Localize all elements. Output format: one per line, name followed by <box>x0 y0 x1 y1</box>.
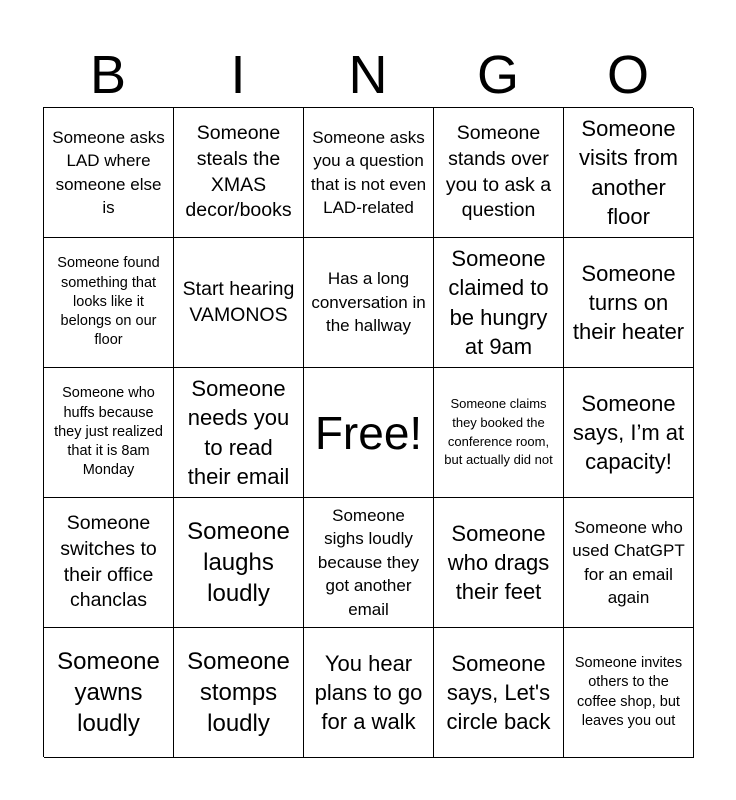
cell-text: Someone found something that looks like it belongs on our floor <box>57 255 160 349</box>
cell-text: Someone says, I’m at capacity! <box>572 390 685 475</box>
header-letter-b: B <box>89 45 127 105</box>
bingo-cell[interactable] <box>44 108 174 238</box>
bingo-cell[interactable] <box>304 498 434 628</box>
bingo-cell[interactable] <box>174 628 304 758</box>
bingo-cell[interactable] <box>44 628 174 758</box>
bingo-cell[interactable] <box>304 108 434 238</box>
cell-text: Someone who drags their feet <box>447 520 550 605</box>
header-letter-n: N <box>348 45 388 105</box>
cell-text: You hear plans to go for a walk <box>314 650 423 735</box>
cell-text: Someone visits from another floor <box>579 116 678 229</box>
cell-text: Someone asks you a question that is not even LAD-related <box>310 127 427 217</box>
cell-text: Someone sighs loudly because they got another email <box>317 505 420 619</box>
bingo-cell[interactable] <box>564 368 694 498</box>
bingo-cell[interactable] <box>434 628 564 758</box>
cell-text: Someone switches to their office chanclas <box>60 511 157 612</box>
bingo-cell[interactable] <box>44 238 174 368</box>
bingo-cell[interactable] <box>564 238 694 368</box>
header-letter-g: G <box>476 45 519 105</box>
bingo-cell[interactable] <box>564 628 694 758</box>
cell-text: Someone laughs loudly <box>187 517 290 608</box>
bingo-cell[interactable] <box>174 368 304 498</box>
free-text: Free! <box>314 406 423 459</box>
cell-text: Someone asks LAD where someone else is <box>52 127 165 217</box>
cell-text: Someone claimed to be hungry at 9am <box>448 246 549 359</box>
bingo-cell[interactable] <box>174 498 304 628</box>
cell-text: Someone turns on their heater <box>572 260 685 345</box>
cell-text: Someone stomps loudly <box>187 647 290 738</box>
bingo-cell[interactable] <box>434 108 564 238</box>
free-cell[interactable] <box>304 368 434 498</box>
bingo-header <box>43 44 693 106</box>
cell-text: Someone claims they booked the conference room, but actually did not <box>444 395 553 468</box>
bingo-cell[interactable] <box>304 628 434 758</box>
bingo-cell[interactable] <box>564 498 694 628</box>
header-letter-i: I <box>230 45 246 105</box>
cell-text: Someone stands over you to ask a question <box>445 121 552 222</box>
cell-text: Has a long conversation in the hallway <box>311 269 426 336</box>
bingo-cell[interactable] <box>564 108 694 238</box>
cell-text: Someone steals the XMAS decor/books <box>185 121 292 222</box>
cell-text: Someone who used ChatGPT for an email again <box>572 517 685 607</box>
cell-text: Start hearing VAMONOS <box>182 277 295 326</box>
bingo-cell[interactable] <box>174 238 304 368</box>
bingo-grid <box>43 107 693 757</box>
cell-text: Someone invites others to the coffee shop, but leaves you out <box>574 654 683 729</box>
bingo-cell[interactable] <box>304 238 434 368</box>
bingo-cell[interactable] <box>44 368 174 498</box>
cell-text: Someone yawns loudly <box>57 647 160 738</box>
bingo-cell[interactable] <box>434 498 564 628</box>
bingo-cell[interactable] <box>434 368 564 498</box>
bingo-cell[interactable] <box>174 108 304 238</box>
cell-text: Someone who huffs because they just realized that it is 8am Monday <box>54 385 163 479</box>
header-letter-o: O <box>606 45 649 105</box>
bingo-cell[interactable] <box>44 498 174 628</box>
bingo-cell[interactable] <box>434 238 564 368</box>
cell-text: Someone needs you to read their email <box>187 376 290 489</box>
cell-text: Someone says, Let's circle back <box>446 650 551 735</box>
